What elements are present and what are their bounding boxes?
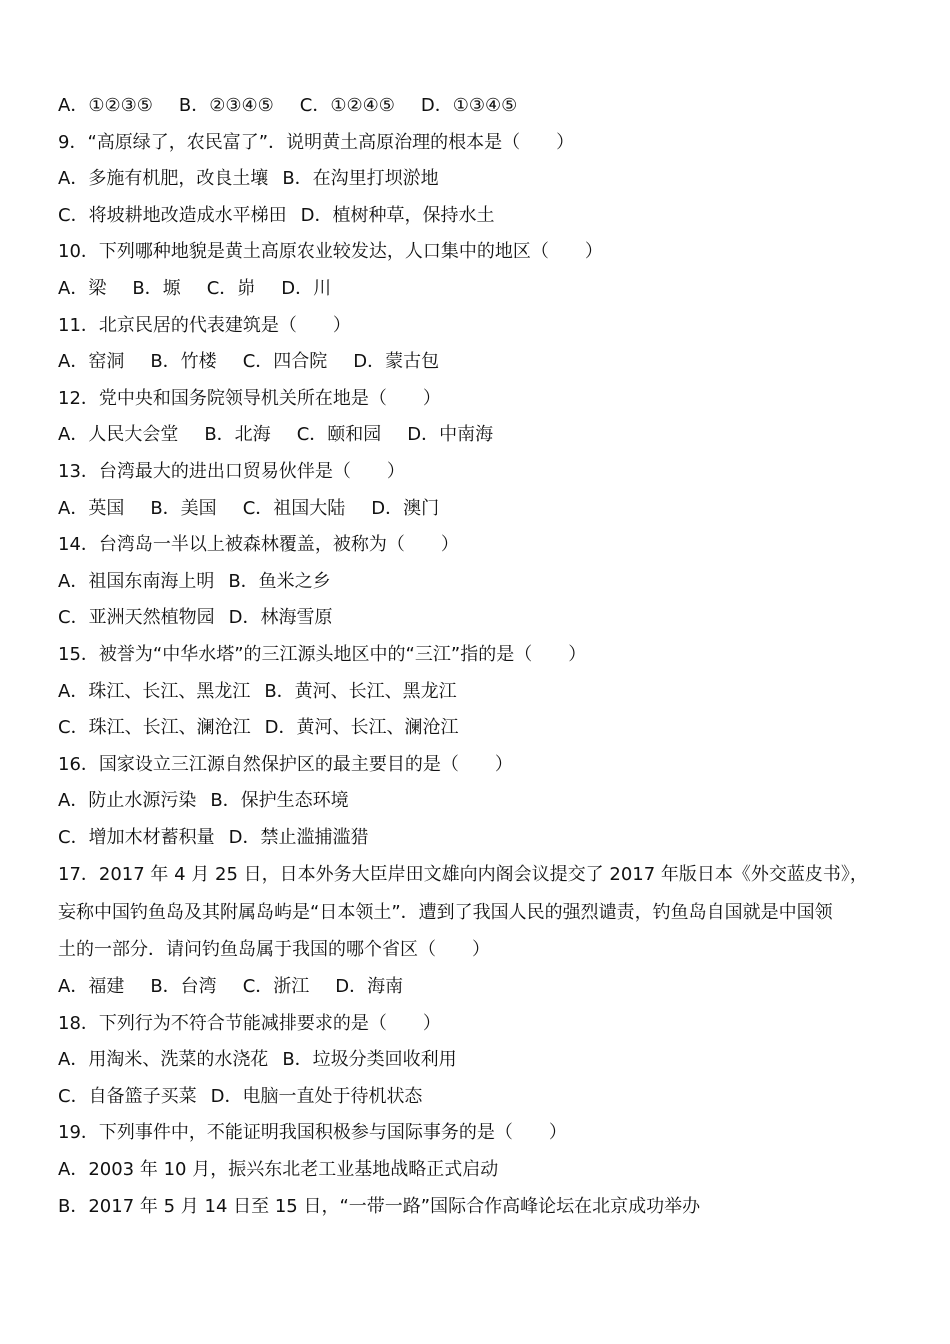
- option-item: D．①③④⑤: [420, 95, 518, 116]
- option-row: [58, 161, 898, 198]
- option-item: D．黄河、长江、澜沧江: [264, 717, 459, 739]
- question-text: 土的一部分．请问钓鱼岛属于我国的哪个省区（ ）: [58, 939, 490, 961]
- option-item: B．保护生态环境: [210, 790, 349, 812]
- question-text: 9．“高原绿了，农民富了”．说明黄土高原治理的根本是（ ）: [58, 131, 575, 153]
- option-item: A．多施有机肥，改良土壤: [58, 168, 269, 190]
- question-text: 10．下列哪种地貌是黄土高原农业较发达，人口集中的地区（ ）: [58, 241, 603, 263]
- question-text: A．2003 年 10 月，振兴东北老工业基地战略正式启动: [58, 1158, 499, 1180]
- option-item: C．将坡耕地改造成水平梯田: [58, 204, 287, 226]
- option-item: C．四合院: [242, 351, 328, 373]
- option-row: [58, 564, 898, 601]
- option-item: A．福建: [58, 975, 125, 997]
- option-item: A．梁: [58, 277, 107, 299]
- question-text: 17．2017 年 4 月 25 日，日本外务大臣岸田文雄向内阁会议提交了 2017 年版日本《外交蓝皮书》，: [58, 864, 868, 886]
- option-item: A．窑洞: [58, 351, 125, 373]
- option-item: A．人民大会堂: [58, 424, 179, 446]
- question-text: 妄称中国钓鱼岛及其附属岛屿是“日本领土”．遭到了我国人民的强烈谴责，钓鱼岛自国就是中国领: [58, 901, 833, 923]
- option-item: A．①②③⑤: [58, 95, 153, 116]
- option-row: [58, 600, 898, 637]
- option-item: C．祖国大陆: [242, 497, 346, 519]
- option-item: A．祖国东南海上明: [58, 570, 215, 592]
- option-item: D．禁止滥捕滥猎: [228, 826, 369, 848]
- option-item: B．黄河、长江、黑龙江: [264, 680, 457, 702]
- option-item: B．北海: [204, 424, 271, 446]
- option-item: C．珠江、长江、澜沧江: [58, 717, 251, 739]
- question-text: 13．台湾最大的进出口贸易伙伴是（ ）: [58, 460, 405, 482]
- option-item: C．浙江: [242, 975, 310, 997]
- option-item: D．蒙古包: [353, 351, 440, 373]
- option-item: B．②③④⑤: [178, 95, 274, 116]
- question-text: 11．北京民居的代表建筑是（ ）: [58, 314, 351, 336]
- option-row: [58, 344, 898, 381]
- option-item: D．海南: [335, 975, 404, 997]
- question-text: 18．下列行为不符合节能减排要求的是（ ）: [58, 1012, 441, 1034]
- question-text: 14．台湾岛一半以上被森林覆盖，被称为（ ）: [58, 534, 459, 556]
- option-item: A．用淘米、洗菜的水浇花: [58, 1049, 269, 1071]
- option-row: [58, 710, 898, 747]
- option-item: A．英国: [58, 497, 125, 519]
- option-row: [58, 88, 898, 125]
- question-text: 12．党中央和国务院领导机关所在地是（ ）: [58, 387, 441, 409]
- option-item: A．防止水源污染: [58, 790, 197, 812]
- option-row: [58, 491, 898, 528]
- option-item: B．美国: [150, 497, 217, 519]
- option-row: [58, 271, 898, 308]
- question-text: 19．下列事件中，不能证明我国积极参与国际事务的是（ ）: [58, 1122, 567, 1144]
- option-item: D．电脑一直处于待机状态: [210, 1085, 423, 1107]
- option-item: C．颐和园: [296, 424, 382, 446]
- option-item: A．珠江、长江、黑龙江: [58, 680, 251, 702]
- option-item: D．中南海: [407, 424, 494, 446]
- option-item: B．竹楼: [150, 351, 217, 373]
- option-item: D．澳门: [371, 497, 440, 519]
- option-row: [58, 198, 898, 235]
- option-item: B．塬: [132, 277, 181, 299]
- option-item: D．川: [281, 277, 332, 299]
- option-item: B．在沟里打坝淤地: [282, 168, 439, 190]
- option-item: B．垃圾分类回收利用: [282, 1049, 457, 1071]
- option-item: D．植树种草，保持水土: [300, 204, 495, 226]
- question-text: 16．国家设立三江源自然保护区的最主要目的是（ ）: [58, 753, 513, 775]
- option-row: [58, 1042, 898, 1079]
- option-item: C．增加木材蓄积量: [58, 826, 215, 848]
- option-item: B．鱼米之乡: [228, 570, 331, 592]
- option-row: [58, 820, 898, 857]
- option-row: [58, 969, 898, 1006]
- option-row: [58, 674, 898, 711]
- question-text: B．2017 年 5 月 14 日至 15 日，“一带一路”国际合作高峰论坛在北京成功举办: [58, 1195, 701, 1217]
- option-item: B．台湾: [150, 975, 217, 997]
- option-item: D．林海雪原: [228, 607, 333, 629]
- exam-page: [58, 88, 898, 1225]
- question-text: 15．被誉为“中华水塔”的三江源头地区中的“三江”指的是（ ）: [58, 643, 587, 665]
- option-item: C．自备篮子买菜: [58, 1085, 197, 1107]
- option-row: [58, 783, 898, 820]
- option-item: C．①②④⑤: [299, 95, 395, 116]
- option-item: C．亚洲天然植物园: [58, 607, 215, 629]
- option-row: [58, 417, 898, 454]
- option-row: [58, 1079, 898, 1116]
- option-item: C．峁: [206, 277, 256, 299]
